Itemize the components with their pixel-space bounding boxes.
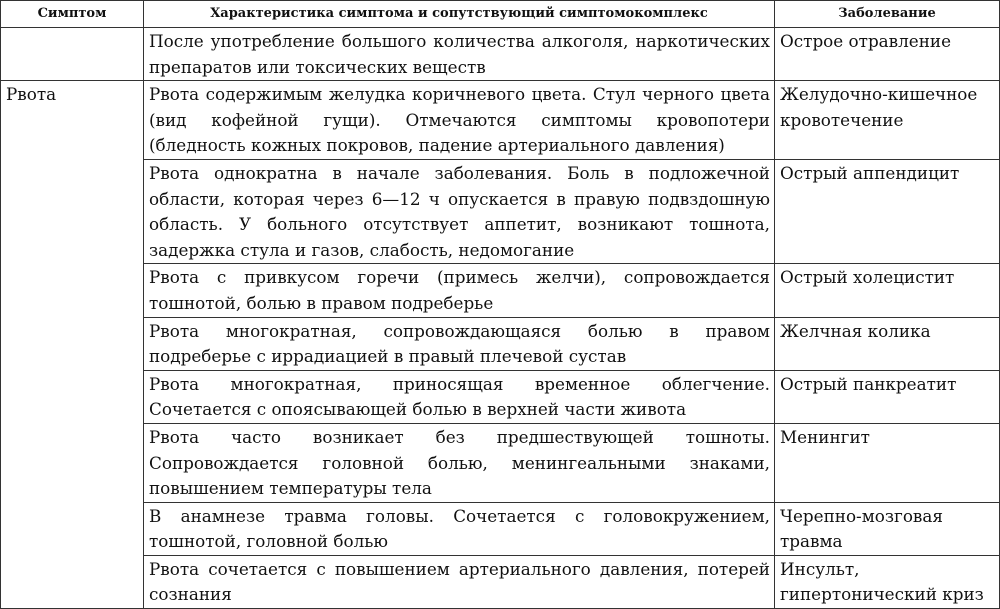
description-cell: В анамнезе травма головы. Сочетается с головокружением, тошнотой, головной болью — [144, 502, 775, 555]
table-row — [1, 423, 1000, 502]
disease-cell: Черепно-мозговая травма — [775, 502, 1000, 555]
description-cell: Рвота содержимым желудка коричневого цвета. Стул черного цвета (вид кофейной гущи). Отмечаются симптомы кровопотери (бледность кожных покровов, падение артериального давления) — [144, 81, 775, 160]
table-row — [1, 28, 1000, 81]
table-row — [1, 317, 1000, 370]
disease-cell: Острое отравление — [775, 28, 1000, 81]
description-cell: Рвота многократная, сопровождающаяся болью в правом подреберье с иррадиацией в правый плечевой сустав — [144, 317, 775, 370]
disease-cell: Инсульт, гипертонический криз — [775, 555, 1000, 608]
header-description: Характеристика симптома и сопутствующий симптомокомплекс — [144, 1, 775, 28]
table-row — [1, 502, 1000, 555]
symptom-cell — [1, 28, 144, 81]
description-cell: Рвота многократная, приносящая временное облегчение. Сочетается с опоясывающей болью в верхней части живота — [144, 370, 775, 423]
disease-cell: Желчная колика — [775, 317, 1000, 370]
disease-cell: Острый холецистит — [775, 264, 1000, 317]
description-cell: Рвота с привкусом горечи (примесь желчи), сопровождается тошнотой, болью в правом подреберье — [144, 264, 775, 317]
description-cell: Рвота сочетается с повышением артериального давления, потерей сознания — [144, 555, 775, 608]
header-row — [1, 1, 1000, 28]
table-row — [1, 81, 1000, 160]
table-row — [1, 370, 1000, 423]
table-row — [1, 264, 1000, 317]
disease-cell: Желудочно-кишечное кровотечение — [775, 81, 1000, 160]
description-cell: Рвота однократна в начале заболевания. Боль в подложечной области, которая через 6—12 ч опускается в правую подвздошную область. У больного отсутствует аппетит, возникают тошнота, задержка стула и газов, слабость, недомогание — [144, 159, 775, 263]
disease-cell: Менингит — [775, 423, 1000, 502]
disease-cell: Острый аппендицит — [775, 159, 1000, 263]
header-symptom: Симптом — [1, 1, 144, 28]
description-cell: Рвота часто возникает без предшествующей тошноты. Сопровождается головной болью, менингеальными знаками, повышением температуры тела — [144, 423, 775, 502]
table-body — [1, 28, 1000, 609]
header-disease: Заболевание — [775, 1, 1000, 28]
disease-cell: Острый панкреатит — [775, 370, 1000, 423]
table-header — [1, 1, 1000, 28]
table-row — [1, 159, 1000, 263]
table-row — [1, 555, 1000, 608]
description-cell: После употребление большого количества алкоголя, наркотических препаратов или токсических веществ — [144, 28, 775, 81]
symptom-cell: Рвота — [1, 81, 144, 609]
